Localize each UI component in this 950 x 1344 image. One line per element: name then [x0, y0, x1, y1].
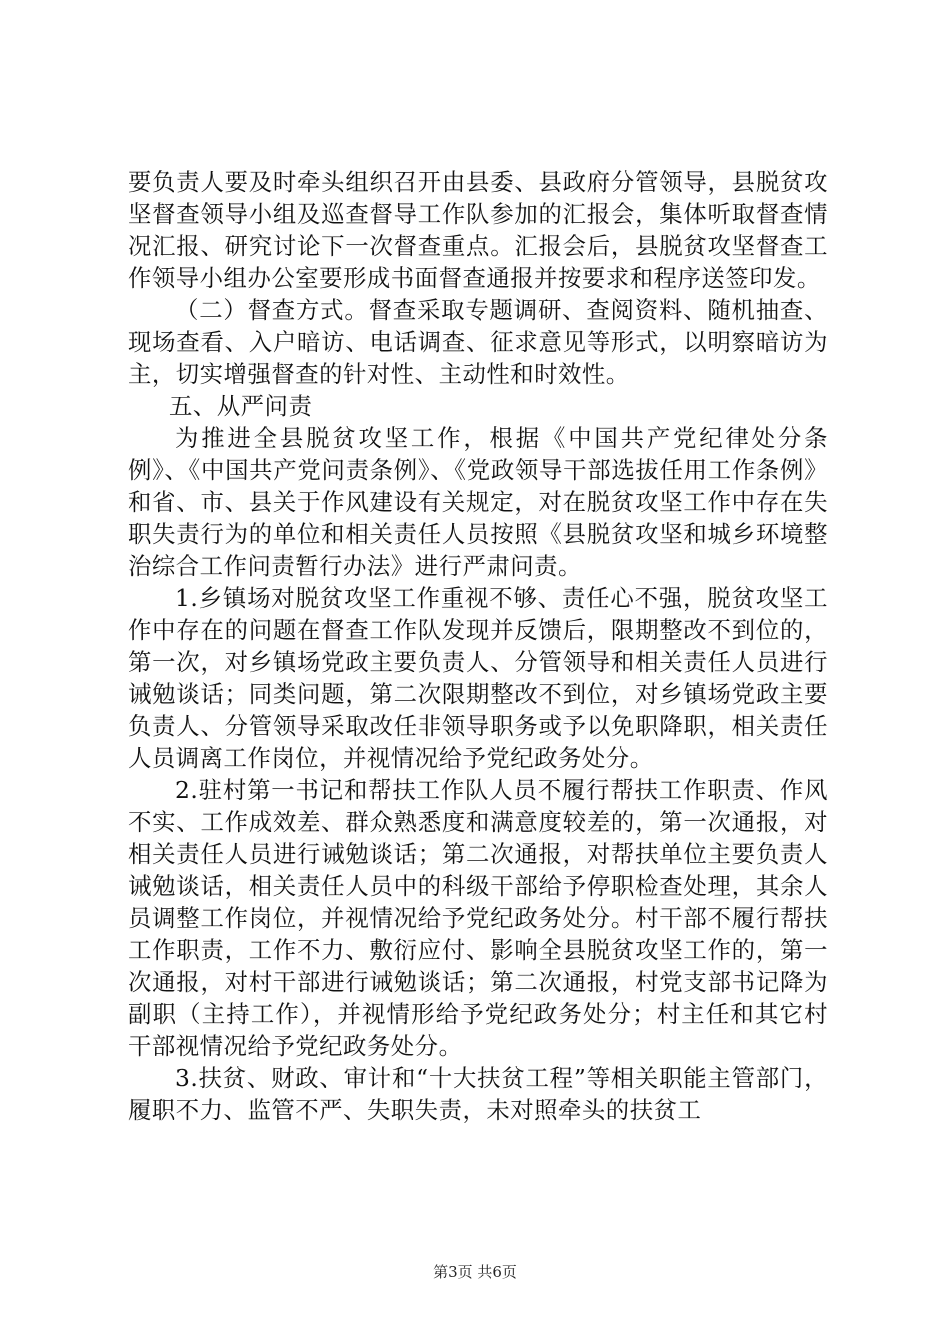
paragraph-accountability-basis: 为推进全县脱贫攻坚工作，根据《中国共产党纪律处分条例》、《中国共产党问责条例》、《党政领导干部选拔任用工作条例》和省、市、县关于作风建设有关规定，对在脱贫攻坚工作中存在失职失责行为的单位和相关责任人员按照《县脱贫攻坚和城乡环境整治综合工作问责暂行办法》进行严肃问责。 — [128, 424, 828, 580]
page-number-label: 第3页 共6页 — [433, 1263, 517, 1281]
paragraph-item-3: 3.扶贫、财政、审计和“十大扶贫工程”等相关职能主管部门，履职不力、监管不严、失职失责，未对照牵头的扶贫工 — [128, 1064, 828, 1124]
paragraph-continuation: 要负责人要及时牵头组织召开由县委、县政府分管领导，县脱贫攻坚督查领导小组及巡查督导工作队参加的汇报会，集体听取督查情况汇报、研究讨论下一次督查重点。汇报会后，县脱贫攻坚督查工作领导小组办公室要形成书面督查通报并按要求和程序送签印发。 — [128, 168, 828, 292]
paragraph-item-2: 2.驻村第一书记和帮扶工作队人员不履行帮扶工作职责、作风不实、工作成效差、群众熟悉度和满意度较差的，第一次通报，对相关责任人员进行诫勉谈话；第二次通报，对帮扶单位主要负责人诫勉谈话，相关责任人员中的科级干部给予停职检查处理，其余人员调整工作岗位，并视情况给予党纪政务处分。村干部不履行帮扶工作职责，工作不力、敷衍应付、影响全县脱贫攻坚工作的，第一次通报，对村干部进行诫勉谈话；第二次通报，村党支部书记降为副职（主持工作），并视情形给予党纪政务处分；村主任和其它村干部视情况给予党纪政务处分。 — [128, 776, 828, 1060]
section-heading-accountability: 五、从严问责 — [169, 392, 313, 420]
paragraph-inspection-method: （二）督查方式。督查采取专题调研、查阅资料、随机抽查、现场查看、入户暗访、电话调查、征求意见等形式，以明察暗访为主，切实增强督查的针对性、主动性和时效性。 — [128, 296, 828, 388]
document-body — [128, 166, 828, 1126]
paragraph-item-1: 1.乡镇场对脱贫攻坚工作重视不够、责任心不强，脱贫攻坚工作中存在的问题在督查工作队发现并反馈后，限期整改不到位的，第一次，对乡镇场党政主要负责人、分管领导和相关责任人员进行诫勉谈话；同类问题，第二次限期整改不到位，对乡镇场党政主要负责人、分管领导采取改任非领导职务或予以免职降职，相关责任人员调离工作岗位，并视情况给予党纪政务处分。 — [128, 584, 828, 772]
page-footer — [0, 1262, 950, 1282]
